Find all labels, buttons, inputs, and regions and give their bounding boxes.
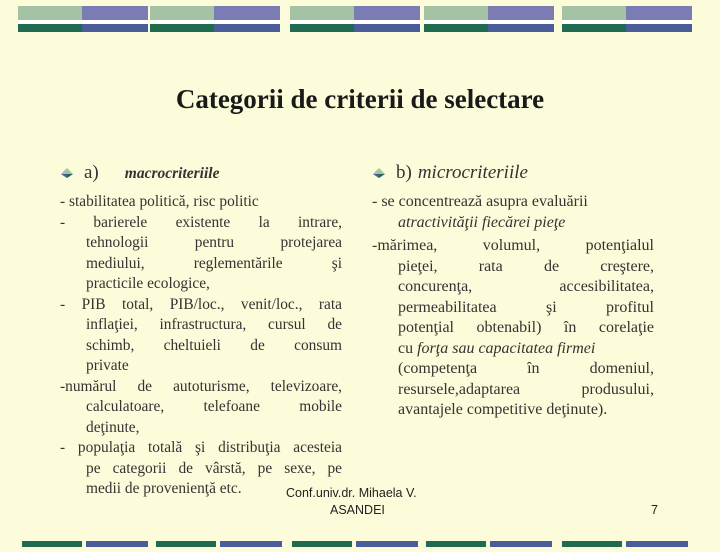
- right-line-mixed: [372, 339, 654, 360]
- right-column: [372, 192, 654, 421]
- left-line: calculatoare, telefoane mobile: [86, 398, 342, 415]
- right-line: (competenţa în domeniul,: [398, 360, 654, 377]
- right-heading-text: microcriteriile: [417, 162, 528, 183]
- left-line: - PIB total, PIB/loc., venit/loc., rata: [60, 295, 342, 313]
- slide-title: Categorii de criterii de selectare: [175, 84, 545, 114]
- left-heading-letter: a): [84, 162, 99, 183]
- left-line: practicile ecologice,: [86, 275, 210, 292]
- right-line: pieţei, rata de creştere,: [398, 257, 654, 275]
- left-line: private: [86, 357, 129, 374]
- right-line-part-italic: forţa sau capacitatea firmei: [417, 339, 596, 357]
- top-band-graphic: [0, 0, 720, 38]
- top-decorative-band: [0, 0, 720, 38]
- right-line: - se concentrează asupra evaluării: [372, 193, 588, 210]
- left-line: - stabilitatea politică, risc politic: [60, 193, 259, 210]
- bullet-icon: [372, 167, 386, 179]
- left-heading: [60, 162, 219, 184]
- right-line: atractivităţii fiecărei pieţe: [398, 213, 566, 231]
- left-line: pe categorii de vârstă, pe sexe, pe: [86, 459, 342, 477]
- right-heading: [372, 162, 528, 184]
- band-blocks-top: [18, 6, 692, 32]
- bottom-decorative-band: [0, 534, 720, 540]
- page-number: 7: [651, 503, 658, 517]
- footer-author-line1: Conf.univ.dr. Mihaela V.: [286, 486, 417, 500]
- left-line: -numărul de autoturisme, televizoare,: [60, 377, 342, 395]
- left-line: tehnologii pentru protejarea: [86, 234, 342, 251]
- right-heading-letter: b): [396, 162, 412, 183]
- left-line: inflaţiei, infrastructura, cursul de: [86, 316, 342, 333]
- left-line: mediului, reglementările şi: [86, 254, 342, 272]
- right-line: potenţial obtenabil) în corelaţie: [398, 319, 654, 336]
- left-heading-text: macrocriteriile: [124, 165, 220, 182]
- bottom-band-graphic: [0, 541, 720, 547]
- left-line: - populaţia totală şi distribuţia acesteia: [60, 439, 342, 456]
- right-line: concurenţa, accesibilitatea,: [398, 278, 654, 295]
- right-line-part: cu: [398, 339, 418, 357]
- right-line: permeabilitatea şi profitul: [398, 298, 654, 316]
- left-line: schimb, cheltuieli de consum: [86, 336, 342, 354]
- left-line: medii de provenienţă etc.: [86, 480, 242, 497]
- right-line: avantajele competitive deţinute).: [398, 401, 608, 418]
- right-line: resursele,adaptarea produsului,: [398, 380, 654, 398]
- left-column: [60, 192, 342, 500]
- left-line: deţinute,: [86, 418, 140, 436]
- footer-author-line2: ASANDEI: [330, 503, 385, 517]
- right-line: -mărimea, volumul, potenţialul: [372, 237, 654, 254]
- bullet-icon: [60, 167, 74, 179]
- left-line: - barierele existente la intrare,: [60, 213, 342, 231]
